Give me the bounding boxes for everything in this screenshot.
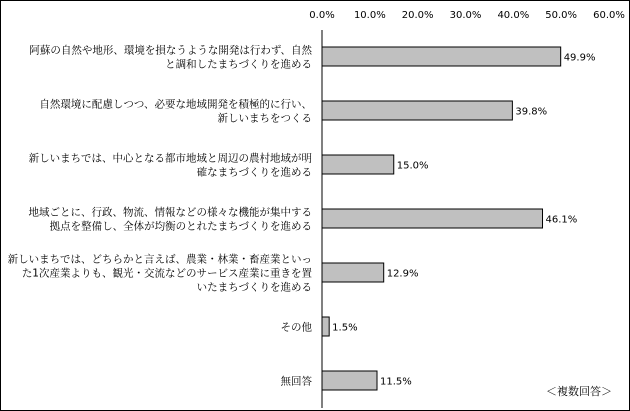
category-label: 新しいまちでは、中心となる都市地域と周辺の農村地域が明確なまちづくりを進める: [28, 152, 312, 179]
value-label: 39.8%: [515, 106, 548, 118]
category-label: 自然環境に配慮しつつ、必要な地域開発を積極的に行い、新しいまちをつくる: [39, 98, 312, 125]
category-label: 阿蘇の自然や地形、環境を損なうような開発は行わず、自然と調和したまちづくりを進める: [29, 44, 312, 71]
x-tick-label: 30.0%: [449, 10, 482, 21]
bar: [322, 371, 377, 390]
bar: [322, 47, 561, 66]
x-tick-label: 20.0%: [401, 10, 434, 21]
bar: [322, 263, 384, 282]
category-label: 地域ごとに、行政、物流、情報などの様々な機能が集中する拠点を整備し、全体が均衡のとれたまちづくりを進める: [28, 206, 312, 233]
bar: [322, 317, 329, 336]
x-tick-label: 50.0%: [545, 10, 578, 21]
category-label: 新しいまちでは、どちらかと言えば、農業・林業・畜産業といった1次産業よりも、観光・交流などのサービス産業に重きを置いたまちづくりを進める: [7, 253, 312, 294]
category-label: 無回答: [280, 375, 312, 388]
bar: [322, 155, 394, 174]
bar-chart: [1, 1, 629, 410]
bar: [322, 101, 512, 120]
x-tick-label: 40.0%: [497, 10, 530, 21]
x-tick-label: 0.0%: [309, 10, 335, 21]
multiple-answer-note: ＜複数回答＞: [546, 385, 612, 398]
category-label: その他: [280, 321, 312, 334]
value-label: 12.9%: [386, 268, 419, 280]
x-tick-label: 10.0%: [353, 10, 386, 21]
value-label: 1.5%: [332, 322, 358, 334]
value-label: 11.5%: [380, 376, 412, 388]
value-label: 49.9%: [563, 52, 596, 64]
bar: [322, 209, 543, 228]
value-label: 46.1%: [545, 214, 578, 226]
x-tick-label: 60.0%: [593, 10, 625, 21]
value-label: 15.0%: [396, 160, 429, 172]
